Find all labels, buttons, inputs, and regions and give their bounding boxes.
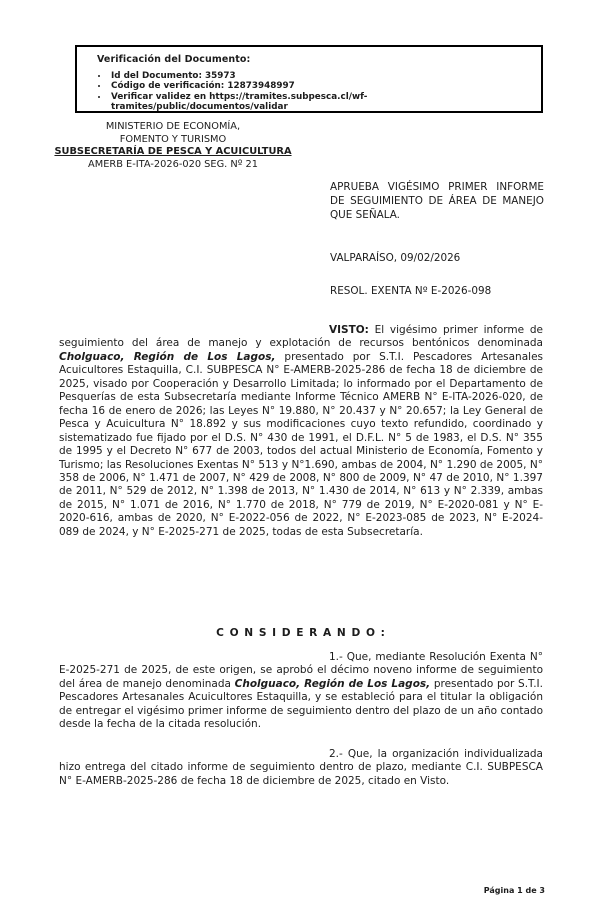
amerb-reference: AMERB E-ITA-2026-020 SEG. Nº 21 bbox=[88, 158, 258, 170]
visto-paragraph: VISTO: El vigésimo primer informe de seguimiento del área de manejo y explotación de recursos bentónicos denominada Cholguaco, Región de Los Lagos, presentado por S.T.I. Pescadores Artesanales Acuicultores Estaquilla, C.I. SUBPESCA N° E-AMERB-2025-286 de fecha 18 de diciembre de 2025, visado por Cooperación y Desarrollo Limitada; lo informado por el Departamento de Pesquerías de esta Subsecretaría mediante Informe Técnico AMERB N° E-ITA-2026-020, de fecha 16 de enero de 2026; las Leyes N° 19.880, N° 20.437 y N° 20.657; la Ley General de Pesca y Acuicultura N° 18.892 y sus modificaciones cuyo texto refundido, coordinado y sistematizado fue fijado por el D.S. N° 430 de 1991, el D.F.L. N° 5 de 1983, el D.S. N° 355 de 1995 y el Decreto N° 677 de 2003, todos del actual Ministerio de Economía, Fomento y Turismo; las Resoluciones Exentas N° 513 y N°1.690, ambas de 2004, N° 1.290 de 2005, N° 358 de 2006, N° 1.471 de 2007, N° 429 de 2008, N° 800 de 2009, N° 47 de 2010, N° 1.397 de 2011, N° 529 de 2012, N° 1.398 de 2013, N° 1.430 de 2014, N° 613 y N° 2.339, ambas de 2015, N° 1.071 de 2016, N° 1.770 de 2018, N° 779 de 2019, N° E-2020-081 y N° E-2020-616, ambas de 2020, N° E-2022-056 de 2022, N° E-2023-085 de 2023, N° E-2024-089 de 2024, y N° E-2025-271 de 2025, todas de esta Subsecretaría. bbox=[59, 324, 543, 538]
verification-item-code: • Código de verificación: 12873948997 bbox=[109, 81, 541, 91]
verification-item-url: • Verificar validez en https://tramites.subpesca.cl/wf-tramites/public/documentos/validar bbox=[109, 92, 541, 113]
verification-list bbox=[77, 71, 541, 113]
resolution-title: APRUEBA VIGÉSIMO PRIMER INFORME DE SEGUIMIENTO DE ÁREA DE MANEJO QUE SEÑALA. bbox=[330, 181, 544, 222]
verification-title: Verificación del Documento: bbox=[97, 54, 251, 65]
ministry-name-line2: FOMENTO Y TURISMO bbox=[119, 133, 227, 145]
considerando-paragraph-2: 2.- Que, la organización individualizada hizo entrega del citado informe de seguimiento dentro de plazo, mediante C.I. SUBPESCA N° E-AMERB-2025-286 de fecha 18 de diciembre de 2025, citado en Visto. bbox=[59, 748, 543, 787]
place-and-date: VALPARAÍSO, 09/02/2026 bbox=[330, 252, 461, 264]
subsecretaria-name: SUBSECRETARÍA DE PESCA Y ACUICULTURA bbox=[54, 146, 292, 158]
considerando-heading: C O N S I D E R A N D O : bbox=[216, 627, 386, 639]
ministry-name-line1: MINISTERIO DE ECONOMÍA, bbox=[105, 121, 241, 132]
considerando-paragraph-1: 1.- Que, mediante Resolución Exenta N° E-2025-271 de 2025, de este origen, se aprobó el décimo noveno informe de seguimiento del área de manejo denominada Cholguaco, Región de Los Lagos, presentado por S.T.I. Pescadores Artesanales Acuicultores Estaquilla, y se estableció para el titular la obligación de entregar el vigésimo primer informe de seguimiento dentro del plazo de un año contado desde la fecha de la citada resolución. bbox=[59, 651, 543, 731]
resolution-number: RESOL. EXENTA Nº E-2026-098 bbox=[330, 285, 492, 297]
verification-item-document-id: • Id del Documento: 35973 bbox=[109, 71, 541, 81]
letterhead bbox=[28, 121, 318, 171]
page-number: Página 1 de 3 bbox=[483, 886, 545, 895]
verification-box bbox=[75, 45, 543, 113]
